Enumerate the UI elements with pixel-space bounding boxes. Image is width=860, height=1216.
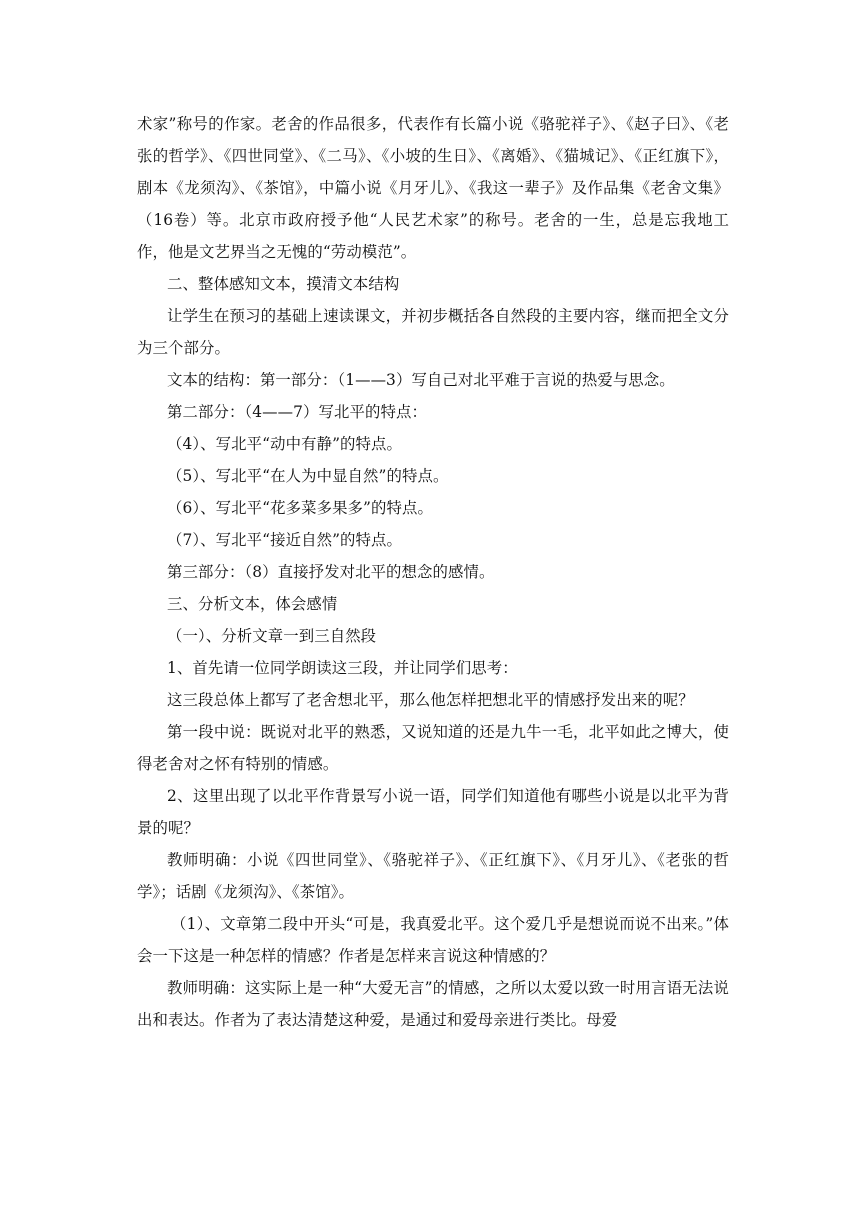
document-body (137, 108, 729, 1036)
section-heading-overall-perception: 二、整体感知文本，摸清文本结构 (167, 275, 400, 293)
paragraph-question-1: 1、首先请一位同学朗读这三段，并让同学们思考： (167, 659, 518, 677)
paragraph-teacher-answer-great-love: 教师明确：这实际上是一种“大爱无言”的情感，之所以太爱以致一时用言语无法说出和表达。作者为了表达清楚这种爱，是通过和爱母亲进行类比。母爱 (137, 979, 729, 1029)
paragraph-structure-part-three: 第三部分：（8）直接抒发对北平的想念的感情。 (167, 563, 495, 581)
list-item-feature-6: （6）、写北平“花多菜多果多”的特点。 (167, 499, 433, 517)
paragraph-teacher-answer-novels: 教师明确：小说《四世同堂》、《骆驼祥子》、《正红旗下》、《月牙儿》、《老张的哲学》；话剧《龙须沟》、《茶馆》。 (137, 851, 729, 901)
subsection-heading-paragraphs-1-3: （一）、分析文章一到三自然段 (167, 627, 377, 645)
paragraph-structure-part-one: 文本的结构：第一部分：（1——3）写自己对北平难于言说的热爱与思念。 (167, 371, 675, 389)
paragraph-question-2: 2、这里出现了以北平作背景写小说一语，同学们知道他有哪些小说是以北平为背景的呢？ (137, 787, 729, 837)
list-item-feature-4: （4）、写北平“动中有静”的特点。 (167, 435, 402, 453)
paragraph-question-love-beiping: （1）、文章第二段中开头“可是，我真爱北平。这个爱几乎是想说而说不出来。”体会一下这是一种怎样的情感？作者是怎样来言说这种情感的？ (137, 915, 729, 965)
list-item-feature-5: （5）、写北平“在人为中显自然”的特点。 (167, 467, 449, 485)
paragraph-how-feelings-expressed: 这三段总体上都写了老舍想北平，那么他怎样把想北平的情感抒发出来的呢？ (167, 691, 694, 709)
list-item-feature-7: （7）、写北平“接近自然”的特点。 (167, 531, 402, 549)
section-heading-analyze-text: 三、分析文本，体会感情 (167, 595, 338, 613)
paragraph-first-section-explained: 第一段中说：既说对北平的熟悉，又说知道的还是九牛一毛，北平如此之博大，使得老舍对之怀有特别的情感。 (137, 723, 729, 773)
paragraph-laoshe-works: 术家”称号的作家。老舍的作品很多，代表作有长篇小说《骆驼祥子》、《赵子曰》、《老张的哲学》、《四世同堂》、《二马》、《小坡的生日》、《离婚》、《猫城记》、《正红旗下》，剧本《龙须沟》、《茶馆》，中篇小说《月牙儿》、《我这一辈子》及作品集《老舍文集》（16卷）等。北京市政府授予他“人民艺术家”的称号。老舍的一生，总是忘我地工作，他是文艺界当之无愧的“劳动模范”。 (137, 115, 729, 261)
paragraph-structure-part-two: 第二部分：（4——7）写北平的特点： (167, 403, 427, 421)
paragraph-speed-reading: 让学生在预习的基础上速读课文，并初步概括各自然段的主要内容，继而把全文分为三个部分。 (137, 307, 729, 357)
